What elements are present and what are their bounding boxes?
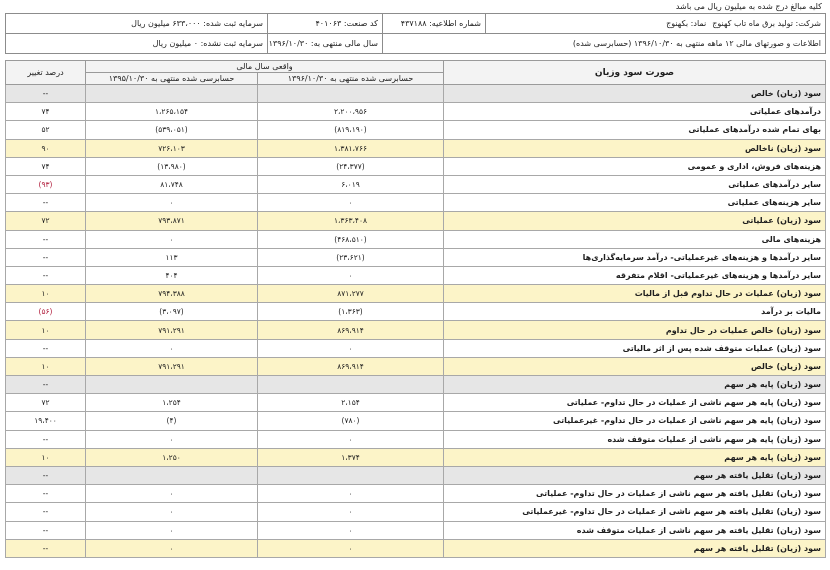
- income-statement-table: [5, 60, 826, 558]
- current-value: ۲،۲۰۰،۹۵۶: [258, 103, 444, 121]
- table-row: [6, 248, 826, 266]
- table-row: [6, 121, 826, 139]
- previous-value: (۳،۰۹۷): [86, 303, 258, 321]
- table-row: [6, 230, 826, 248]
- table-row: [6, 85, 826, 103]
- current-value: (۸۱۹،۱۹۰): [258, 121, 444, 139]
- row-label: سایر درآمدها و هزینه‌های غیرعملیاتی- اقلام متفرقه: [444, 266, 826, 284]
- previous-value: ۰: [86, 194, 258, 212]
- row-label: سود (زیان) عملیات متوقف شده پس از اثر مالیاتی: [444, 339, 826, 357]
- change-percent: ۱۰: [6, 285, 86, 303]
- period-description: اطلاعات و صورتهای مالی ۱۲ ماهه منتهی به ۱۳۹۶/۱۰/۳۰ (حسابرسی شده): [383, 34, 826, 54]
- current-value: [258, 376, 444, 394]
- change-percent: (۹۳): [6, 175, 86, 193]
- unregistered-capital: سرمایه ثبت نشده: ۰ میلیون ریال: [6, 34, 268, 54]
- previous-value: (۵۳۹،۰۵۱): [86, 121, 258, 139]
- row-label: سایر هزینه‌های عملیاتی: [444, 194, 826, 212]
- change-percent: --: [6, 194, 86, 212]
- change-percent: ۱۰: [6, 357, 86, 375]
- row-label: سایر درآمدها و هزینه‌های غیرعملیاتی- درآمد سرمایه‌گذاری‌ها: [444, 248, 826, 266]
- current-value: ۰: [258, 194, 444, 212]
- change-percent: --: [6, 521, 86, 539]
- table-row: [6, 430, 826, 448]
- table-row: [6, 394, 826, 412]
- company-cell: [486, 14, 826, 34]
- current-value: ۰: [258, 266, 444, 284]
- row-label: سود (زیان) پایه هر سهم ناشی از عملیات در حال تداوم- عملیاتی: [444, 394, 826, 412]
- current-value: [258, 85, 444, 103]
- change-percent: --: [6, 339, 86, 357]
- table-row: [6, 157, 826, 175]
- statement-title: صورت سود وزیان: [444, 61, 826, 85]
- change-percent: ۱۹،۴۰۰: [6, 412, 86, 430]
- current-value: ۰: [258, 503, 444, 521]
- previous-period-header: حسابرسی شده منتهی به ۱۳۹۵/۱۰/۳۰: [86, 73, 258, 85]
- previous-value: ۰: [86, 521, 258, 539]
- current-value: ۰: [258, 539, 444, 557]
- row-label: سود (زیان) پایه هر سهم ناشی از عملیات در حال تداوم- غیرعملیاتی: [444, 412, 826, 430]
- fiscal-year-end: سال مالی منتهی به: ۱۳۹۶/۱۰/۳۰: [268, 34, 383, 54]
- ticker-symbol: نماد: بکهنوج: [666, 19, 707, 28]
- previous-value: ۷۹۱،۲۹۱: [86, 321, 258, 339]
- table-row: [6, 339, 826, 357]
- amounts-note: کلیه مبالغ درج شده به میلیون ریال می باشد: [675, 2, 822, 11]
- current-value: ۸۶۹،۹۱۴: [258, 357, 444, 375]
- change-percent: --: [6, 266, 86, 284]
- current-value: (۷۸۰): [258, 412, 444, 430]
- actual-fiscal-year-header: واقعی سال مالی: [86, 61, 444, 73]
- table-row: [6, 321, 826, 339]
- row-label: سود (زیان) تقلیل یافته هر سهم ناشی از عملیات در حال تداوم- غیرعملیاتی: [444, 503, 826, 521]
- row-label: درآمدهای عملیاتی: [444, 103, 826, 121]
- report-header: [5, 13, 826, 54]
- current-value: ۰: [258, 485, 444, 503]
- current-value: ۲،۱۵۴: [258, 394, 444, 412]
- row-label: سود (زیان) خالص: [444, 85, 826, 103]
- change-percent: --: [6, 466, 86, 484]
- change-percent: ۷۲: [6, 394, 86, 412]
- table-row: [6, 266, 826, 284]
- change-percent: --: [6, 376, 86, 394]
- previous-value: ۰: [86, 339, 258, 357]
- change-percent: ۷۲: [6, 212, 86, 230]
- change-percent: ۱۰: [6, 448, 86, 466]
- table-row: [6, 194, 826, 212]
- change-percent: --: [6, 248, 86, 266]
- row-label: سود (زیان) پایه هر سهم: [444, 376, 826, 394]
- table-row: [6, 448, 826, 466]
- current-value: [258, 466, 444, 484]
- row-label: سود (زیان) خالص: [444, 357, 826, 375]
- change-percent: --: [6, 85, 86, 103]
- change-percent: --: [6, 485, 86, 503]
- change-percent: ۱۰: [6, 321, 86, 339]
- notice-number: شماره اطلاعیه: ۴۳۷۱۸۸: [383, 14, 486, 34]
- previous-value: ۷۲۶،۱۰۳: [86, 139, 258, 157]
- row-label: سود (زیان) پایه هر سهم ناشی از عملیات متوقف شده: [444, 430, 826, 448]
- row-label: سود (زیان) خالص عملیات در حال تداوم: [444, 321, 826, 339]
- current-value: ۸۷۱،۲۷۷: [258, 285, 444, 303]
- previous-value: ۰: [86, 430, 258, 448]
- row-label: مالیات بر درآمد: [444, 303, 826, 321]
- change-percent-header: درصد تغییر: [6, 61, 86, 85]
- industry-code: کد صنعت: ۴۰۱۰۶۳: [268, 14, 383, 34]
- current-value: (۲۳،۶۲۱): [258, 248, 444, 266]
- previous-value: ۴۰۴: [86, 266, 258, 284]
- table-row: [6, 539, 826, 557]
- previous-value: ۷۹۴،۳۸۸: [86, 285, 258, 303]
- change-percent: ۷۴: [6, 103, 86, 121]
- previous-value: ۱،۲۵۴: [86, 394, 258, 412]
- previous-value: ۱،۲۶۵،۱۵۴: [86, 103, 258, 121]
- previous-value: ۰: [86, 485, 258, 503]
- previous-value: [86, 376, 258, 394]
- change-percent: ۵۲: [6, 121, 86, 139]
- row-label: سود (زیان) تقلیل یافته هر سهم ناشی از عملیات در حال تداوم- عملیاتی: [444, 485, 826, 503]
- previous-value: ۰: [86, 503, 258, 521]
- table-row: [6, 212, 826, 230]
- previous-value: (۱۳،۹۸۰): [86, 157, 258, 175]
- row-label: سود (زیان) عملیاتی: [444, 212, 826, 230]
- row-label: هزینه‌های مالی: [444, 230, 826, 248]
- current-value: ۱،۳۷۴: [258, 448, 444, 466]
- previous-value: ۷۹۳،۸۷۱: [86, 212, 258, 230]
- row-label: هزینه‌های فروش، اداری و عمومی: [444, 157, 826, 175]
- table-row: [6, 357, 826, 375]
- table-row: [6, 503, 826, 521]
- previous-value: ۱۱۳: [86, 248, 258, 266]
- company-name: شرکت: تولید برق ماه تاب کهنوج: [712, 19, 821, 28]
- previous-value: ۷۹۱،۲۹۱: [86, 357, 258, 375]
- previous-value: ۰: [86, 539, 258, 557]
- statement-rows: [6, 85, 826, 558]
- table-row: [6, 103, 826, 121]
- previous-value: [86, 466, 258, 484]
- change-percent: --: [6, 539, 86, 557]
- previous-value: (۴): [86, 412, 258, 430]
- change-percent: ۷۴: [6, 157, 86, 175]
- registered-capital: سرمایه ثبت شده: ۶۳۳،۰۰۰ میلیون ریال: [6, 14, 268, 34]
- row-label: بهای تمام شده درآمدهای عملیاتی: [444, 121, 826, 139]
- table-row: [6, 485, 826, 503]
- current-value: ۱،۳۸۱،۷۶۶: [258, 139, 444, 157]
- current-value: (۱،۳۶۳): [258, 303, 444, 321]
- table-row: [6, 285, 826, 303]
- row-label: سود (زیان) ناخالص: [444, 139, 826, 157]
- table-row: [6, 303, 826, 321]
- current-value: ۰: [258, 339, 444, 357]
- previous-value: ۱،۲۵۰: [86, 448, 258, 466]
- change-percent: ۹۰: [6, 139, 86, 157]
- row-label: سود (زیان) تقلیل یافته هر سهم ناشی از عملیات متوقف شده: [444, 521, 826, 539]
- current-value: ۰: [258, 430, 444, 448]
- table-row: [6, 466, 826, 484]
- table-row: [6, 521, 826, 539]
- row-label: سایر درآمدهای عملیاتی: [444, 175, 826, 193]
- table-row: [6, 175, 826, 193]
- current-value: ۶،۰۱۹: [258, 175, 444, 193]
- table-row: [6, 412, 826, 430]
- previous-value: [86, 85, 258, 103]
- table-row: [6, 376, 826, 394]
- current-value: ۱،۳۶۳،۴۰۸: [258, 212, 444, 230]
- row-label: سود (زیان) تقلیل یافته هر سهم: [444, 539, 826, 557]
- current-value: ۸۶۹،۹۱۴: [258, 321, 444, 339]
- current-period-header: حسابرسی شده منتهی به ۱۳۹۶/۱۰/۳۰: [258, 73, 444, 85]
- row-label: سود (زیان) عملیات در حال تداوم قبل از مالیات: [444, 285, 826, 303]
- change-percent: (۵۶): [6, 303, 86, 321]
- table-row: [6, 139, 826, 157]
- change-percent: --: [6, 430, 86, 448]
- current-value: (۲۴،۳۷۷): [258, 157, 444, 175]
- current-value: (۴۶۸،۵۱۰): [258, 230, 444, 248]
- change-percent: --: [6, 230, 86, 248]
- row-label: سود (زیان) تقلیل یافته هر سهم: [444, 466, 826, 484]
- previous-value: ۸۱،۷۴۸: [86, 175, 258, 193]
- current-value: ۰: [258, 521, 444, 539]
- change-percent: --: [6, 503, 86, 521]
- previous-value: ۰: [86, 230, 258, 248]
- row-label: سود (زیان) پایه هر سهم: [444, 448, 826, 466]
